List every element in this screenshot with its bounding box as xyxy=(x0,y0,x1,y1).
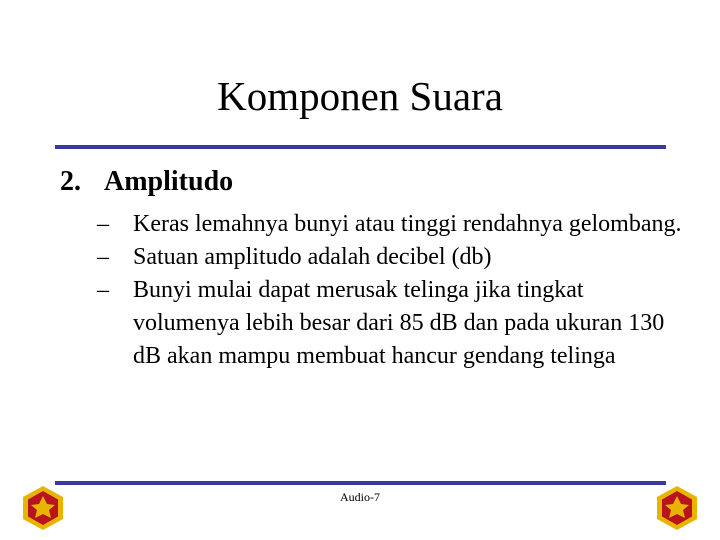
bullet-text: Bunyi mulai dapat merusak telinga jika tingkat volumenya lebih besar dari 85 dB dan pada ukuran 130 dB akan mampu membuat hancur gendang telinga xyxy=(133,277,665,369)
university-emblem-icon xyxy=(654,485,700,531)
bullet-item xyxy=(97,208,687,241)
title-divider xyxy=(55,145,666,149)
bullet-text: Satuan amplitudo adalah decibel (db) xyxy=(133,244,492,270)
section-heading xyxy=(60,166,233,198)
dash-marker: – xyxy=(97,277,109,303)
section-title: Amplitudo xyxy=(104,166,234,197)
footer-divider xyxy=(55,481,666,485)
bullet-item xyxy=(97,274,687,373)
bullet-text: Keras lemahnya bunyi atau tinggi rendahnya gelombang. xyxy=(133,211,682,237)
bullet-item xyxy=(97,241,687,274)
slide-title: Komponen Suara xyxy=(217,73,503,119)
section-number: 2. xyxy=(60,166,81,197)
dash-marker: – xyxy=(97,244,109,270)
dash-marker: – xyxy=(97,211,109,237)
footer-label: Audio-7 xyxy=(340,490,380,504)
university-emblem-icon xyxy=(20,485,66,531)
bullet-list xyxy=(97,208,687,373)
